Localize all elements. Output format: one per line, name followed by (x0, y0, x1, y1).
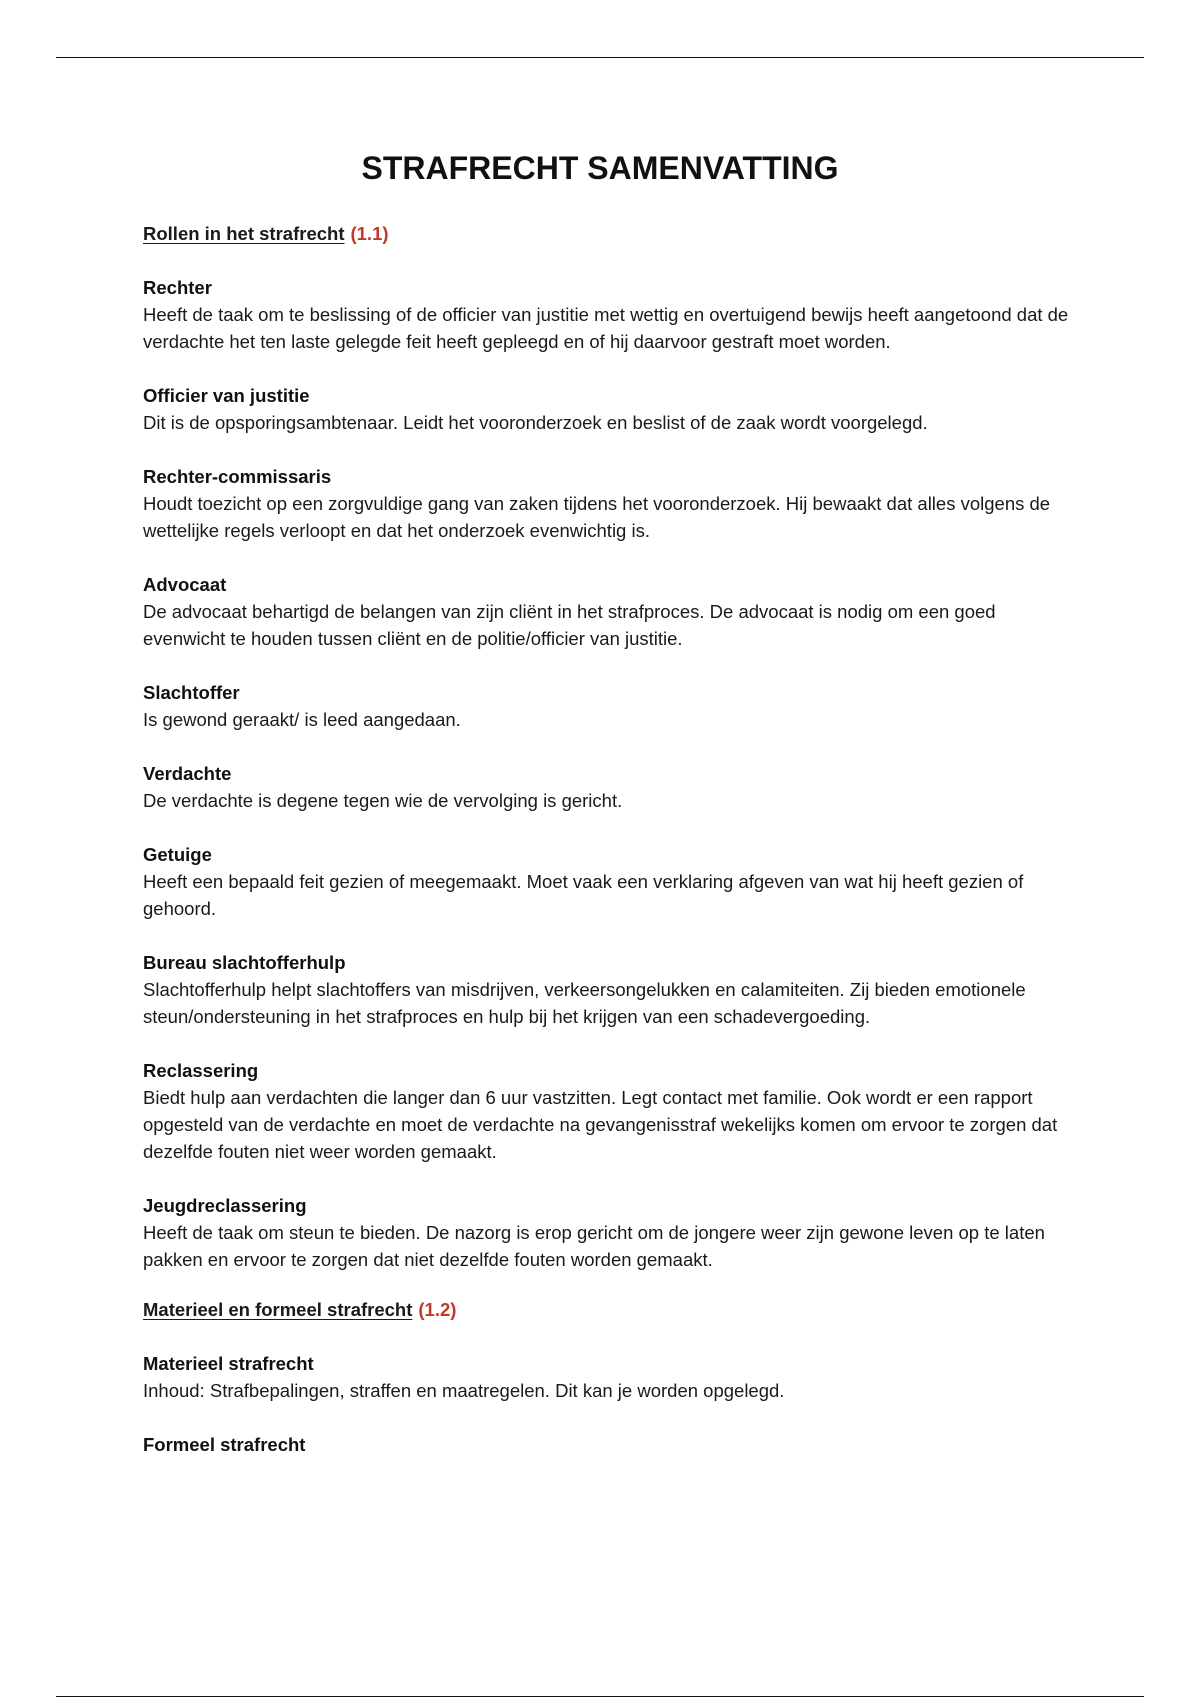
role-description: Heeft de taak om te beslissing of de officier van justitie met wettig en overtuigend bewijs heeft aangetoond dat de verdachte het ten laste gelegde feit heeft gepleegd en of hij daarvoor gestraft moet worden. (143, 304, 1069, 352)
role-getuige (143, 841, 1073, 922)
role-rechter-commissaris (143, 463, 1073, 544)
role-reclassering (143, 1057, 1073, 1165)
role-title: Reclassering (143, 1060, 259, 1081)
role-description: Houdt toezicht op een zorgvuldige gang van zaken tijdens het vooronderzoek. Hij bewaakt dat alles volgens de wettelijke regels verloopt en dat het onderzoek evenwichtig is. (143, 493, 1051, 541)
role-title: Rechter (143, 277, 212, 298)
section-heading-materieel-formeel (143, 1296, 1073, 1323)
role-description: Biedt hulp aan verdachten die langer dan 6 uur vastzitten. Legt contact met familie. Ook wordt er een rapport opgesteld van de verdachte en moet de verdachte na gevangenisstraf wekelijks komen om ervoor te zorgen dat dezelfde fouten niet weer worden gemaakt. (143, 1087, 1058, 1162)
role-description: De advocaat behartigd de belangen van zijn cliënt in het strafproces. De advocaat is nodig om een goed evenwicht te houden tussen cliënt en de politie/officier van justitie. (143, 601, 996, 649)
top-rule (56, 57, 1144, 58)
role-description: Inhoud: Strafbepalingen, straffen en maatregelen. Dit kan je worden opgelegd. (143, 1380, 785, 1401)
document-title: STRAFRECHT SAMENVATTING (361, 150, 839, 186)
role-description: De verdachte is degene tegen wie de vervolging is gericht. (143, 790, 623, 811)
role-rechter (143, 274, 1073, 355)
role-description: Slachtofferhulp helpt slachtoffers van misdrijven, verkeersongelukken en calamiteiten. Zij bieden emotionele steun/ondersteuning in het strafproces en hulp bij het krijgen van een schadevergoeding. (143, 979, 1026, 1027)
bottom-rule (56, 1696, 1144, 1697)
role-bureau-slachtofferhulp (143, 949, 1073, 1030)
section-reference: (1.2) (418, 1299, 457, 1320)
role-verdachte (143, 760, 1073, 814)
role-formeel-strafrecht (143, 1431, 1073, 1458)
section-heading-text: Rollen in het strafrecht (143, 223, 345, 244)
role-description: Heeft de taak om steun te bieden. De nazorg is erop gericht om de jongere weer zijn gewone leven op te laten pakken en ervoor te zorgen dat niet dezelfde fouten worden gemaakt. (143, 1222, 1045, 1270)
role-title: Getuige (143, 844, 212, 865)
role-title: Officier van justitie (143, 385, 310, 406)
role-title: Jeugdreclassering (143, 1195, 307, 1216)
role-description: Heeft een bepaald feit gezien of meegemaakt. Moet vaak een verklaring afgeven van wat hij heeft gezien of gehoord. (143, 871, 1024, 919)
role-title: Slachtoffer (143, 682, 240, 703)
section-heading-text: Materieel en formeel strafrecht (143, 1299, 413, 1320)
role-materieel-strafrecht (143, 1350, 1073, 1404)
role-description: Dit is de opsporingsambtenaar. Leidt het vooronderzoek en beslist of de zaak wordt voorgelegd. (143, 412, 928, 433)
role-title: Bureau slachtofferhulp (143, 952, 346, 973)
section-heading-rollen (143, 220, 1073, 247)
role-title: Rechter-commissaris (143, 466, 332, 487)
role-officier-van-justitie (143, 382, 1073, 436)
role-description: Is gewond geraakt/ is leed aangedaan. (143, 709, 461, 730)
role-title: Formeel strafrecht (143, 1434, 306, 1455)
role-advocaat (143, 571, 1073, 652)
role-title: Advocaat (143, 574, 227, 595)
role-title: Materieel strafrecht (143, 1353, 314, 1374)
document-body (143, 220, 1073, 1485)
role-jeugdreclassering (143, 1192, 1073, 1273)
section-reference: (1.1) (350, 223, 389, 244)
role-title: Verdachte (143, 763, 232, 784)
role-slachtoffer (143, 679, 1073, 733)
